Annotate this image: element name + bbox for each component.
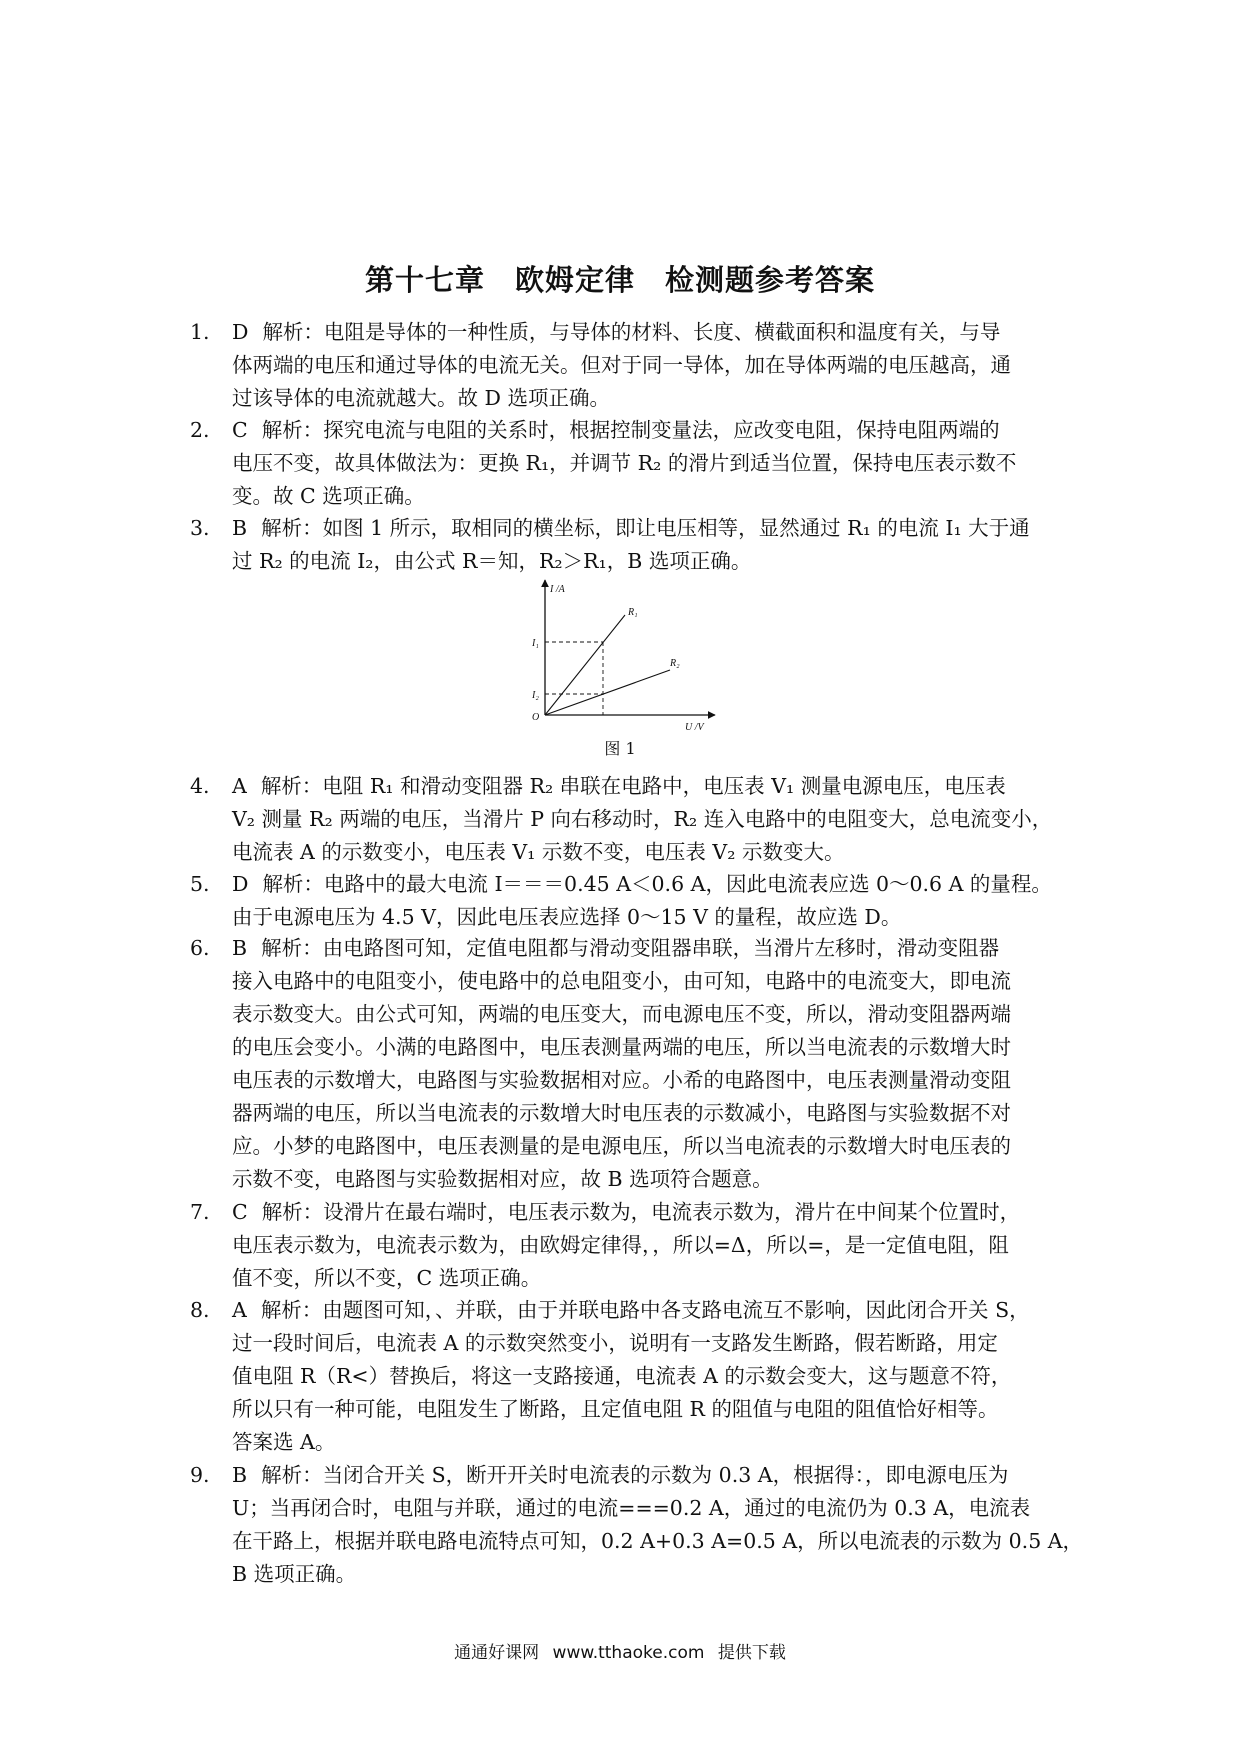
line-r2 (545, 670, 670, 715)
explanation-line: 解析：电路中的最大电流 I＝＝＝0.45 A＜0.6 A，因此电流表应选 0～0.6 A 的量程。 (262, 872, 1052, 896)
x-axis-label: U /V (685, 722, 704, 733)
explanation-line: 解析：当闭合开关 S，断开开关时电流表的示数为 0.3 A，根据得：，即电源电压为 (261, 1463, 1009, 1487)
footer-url-link[interactable]: www.tthaoke.com (552, 1643, 705, 1663)
item-number: 2. (190, 418, 210, 442)
origin-label: O (532, 712, 540, 723)
answer-item-8 (190, 1294, 1060, 1459)
explanation-line: 应。小梦的电路图中，电压表测量的是电源电压，所以当电流表的示数增大时电压表的 (232, 1134, 1011, 1158)
explanation-line: 解析：由题图可知，、并联，由于并联电路中各支路电流互不影响，因此闭合开关 S， (260, 1298, 1030, 1322)
y-axis-label: I /A (550, 584, 565, 595)
iu-graph (520, 575, 720, 735)
explanation-line: 过 R₂ 的电流 I₂，由公式 R＝知，R₂＞R₁，B 选项正确。 (232, 549, 752, 573)
item-number: 9. (190, 1463, 210, 1487)
answer-letter: D (232, 872, 249, 896)
answer-item-5 (190, 868, 1060, 934)
explanation-line: 电压不变，故具体做法为：更换 R₁，并调节 R₂ 的滑片到适当位置，保持电压表示数不 (232, 451, 1017, 475)
explanation-line: 变。故 C 选项正确。 (232, 484, 425, 508)
explanation-line: 器两端的电压，所以当电流表的示数增大时电压表的示数减小，电路图与实验数据不对 (232, 1101, 1011, 1125)
item-number: 5. (190, 872, 210, 896)
item-number: 7. (190, 1200, 210, 1224)
answer-item-4 (190, 770, 1060, 869)
i1-tick-label: I₁ (532, 638, 539, 649)
answer-item-9 (190, 1459, 1084, 1591)
explanation-line: 解析：由电路图可知，定值电阻都与滑动变阻器串联，当滑片左移时，滑动变阻器 (261, 936, 1000, 960)
r2-label: R₂ (670, 658, 680, 669)
answer-letter: C (232, 1200, 248, 1224)
explanation-line: 值不变，所以不变，C 选项正确。 (232, 1266, 542, 1290)
page-footer (0, 1638, 1240, 1663)
explanation-line: 解析：电阻是导体的一种性质，与导体的材料、长度、横截面积和温度有关，与导 (262, 320, 1001, 344)
explanation-line: 在干路上，根据并联电路电流特点可知，0.2 A+0.3 A=0.5 A，所以电流表的示数为 0.5 A， (232, 1529, 1084, 1553)
explanation-line: 的电压会变小。小满的电路图中，电压表测量两端的电压，所以当电流表的示数增大时 (232, 1035, 1011, 1059)
page-title: 第十七章 欧姆定律 检测题参考答案 (364, 263, 875, 297)
explanation-line: 值电阻 R（R<）替换后，将这一支路接通，电流表 A 的示数会变大，这与题意不符， (232, 1364, 1012, 1388)
answer-item-1 (190, 316, 1060, 415)
explanation-line: 答案选 A。 (232, 1430, 336, 1454)
answer-letter: B (232, 516, 248, 540)
i2-tick-label: I₂ (532, 690, 539, 701)
explanation-line: 过该导体的电流就越大。故 D 选项正确。 (232, 386, 610, 410)
explanation-line: 所以只有一种可能，电阻发生了断路，且定值电阻 R 的阻值与电阻的阻值恰好相等。 (232, 1397, 999, 1421)
answer-letter: A (232, 1298, 247, 1322)
answer-item-2 (190, 414, 1060, 513)
item-number: 6. (190, 936, 210, 960)
explanation-line: 接入电路中的电阻变小，使电路中的总电阻变小，由可知，电路中的电流变大，即电流 (232, 969, 1011, 993)
explanation-line: B 选项正确。 (232, 1562, 357, 1586)
answer-item-7 (190, 1196, 1060, 1295)
explanation-line: 过一段时间后，电流表 A 的示数突然变小，说明有一支路发生断路，假若断路，用定 (232, 1331, 998, 1355)
explanation-line: V₂ 测量 R₂ 两端的电压，当滑片 P 向右移动时，R₂ 连入电路中的电阻变大，总电流变小， (232, 807, 1053, 831)
answer-item-6 (190, 932, 1060, 1196)
explanation-line: U；当再闭合时，电阻与并联，通过的电流===0.2 A，通过的电流仍为 0.3 A，电流表 (232, 1496, 1031, 1520)
answer-letter: B (232, 1463, 248, 1487)
explanation-line: 电压表的示数增大，电路图与实验数据相对应。小希的电路图中，电压表测量滑动变阻 (232, 1068, 1011, 1092)
explanation-line: 解析：如图 1 所示，取相同的横坐标，即让电压相等，显然通过 R₁ 的电流 I₁ 大于通 (261, 516, 1030, 540)
explanation-line: 表示数变大。由公式可知，两端的电压变大，而电源电压不变，所以，滑动变阻器两端 (232, 1002, 1011, 1026)
explanation-line: 由于电源电压为 4.5 V，因此电压表应选择 0～15 V 的量程，故应选 D。 (232, 905, 902, 929)
explanation-line: 示数不变，电路图与实验数据相对应，故 B 选项符合题意。 (232, 1167, 773, 1191)
r1-label: R₁ (628, 607, 638, 618)
answer-letter: A (232, 774, 247, 798)
answer-letter: D (232, 320, 249, 344)
footer-site-name: 通通好课网 (454, 1643, 540, 1663)
figure-1-graph (520, 575, 720, 735)
explanation-line: 解析：电阻 R₁ 和滑动变阻器 R₂ 串联在电路中，电压表 V₁ 测量电源电压，电压表 (260, 774, 1006, 798)
explanation-line: 电压表示数为，电流表示数为，由欧姆定律得，，所以=Δ，所以=，是一定值电阻，阻 (232, 1233, 1009, 1257)
item-number: 4. (190, 774, 210, 798)
item-number: 8. (190, 1298, 210, 1322)
explanation-line: 电流表 A 的示数变小，电压表 V₁ 示数不变，电压表 V₂ 示数变大。 (232, 840, 845, 864)
figure-caption: 图 1 (604, 739, 636, 758)
footer-suffix: 提供下载 (717, 1643, 786, 1663)
explanation-line: 解析：设滑片在最右端时，电压表示数为，电流表示数为，滑片在中间某个位置时， (261, 1200, 1021, 1224)
answer-letter: B (232, 936, 248, 960)
answer-item-3 (190, 512, 1060, 578)
line-r1 (545, 615, 625, 715)
item-number: 3. (190, 516, 210, 540)
explanation-line: 解析：探究电流与电阻的关系时，根据控制变量法，应改变电阻，保持电阻两端的 (261, 418, 1000, 442)
answer-letter: C (232, 418, 248, 442)
explanation-line: 体两端的电压和通过导体的电流无关。但对于同一导体，加在导体两端的电压越高，通 (232, 353, 1011, 377)
item-number: 1. (190, 320, 210, 344)
